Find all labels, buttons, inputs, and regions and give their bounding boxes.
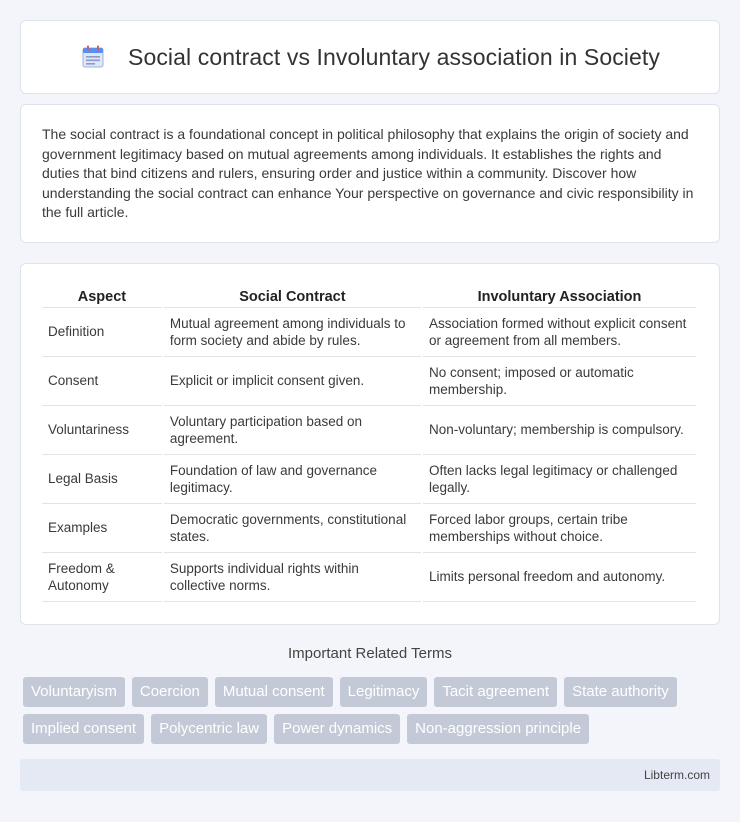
related-terms-list: [23, 677, 723, 744]
table-cell: Legal Basis: [42, 455, 162, 504]
header-aspect: Aspect: [42, 286, 162, 308]
related-term-tag[interactable]: Voluntaryism: [23, 677, 125, 707]
related-term-tag[interactable]: Mutual consent: [215, 677, 333, 707]
table-cell: Association formed without explicit consent or agreement from all members.: [423, 308, 696, 357]
table-cell: Explicit or implicit consent given.: [164, 357, 421, 406]
footer: [20, 759, 720, 791]
header-social-contract: Social Contract: [164, 286, 421, 308]
table-cell: Foundation of law and governance legitimacy.: [164, 455, 421, 504]
table-row: [42, 357, 696, 406]
intro-text: The social contract is a foundational concept in political philosophy that explains the origin of society and government legitimacy based on mutual agreements among individuals. It establishes the rights and duties that bind citizens and rulers, ensuring order and justice within a community. Discover how understanding the social contract can enhance Your perspective on governance and civic responsibility in the full article.: [42, 126, 694, 221]
related-term-tag[interactable]: Legitimacy: [340, 677, 428, 707]
table-cell: Supports individual rights within collective norms.: [164, 553, 421, 602]
intro-card: [20, 104, 720, 243]
table-row: [42, 308, 696, 357]
table-cell: Often lacks legal legitimacy or challenged legally.: [423, 455, 696, 504]
table-cell: Forced labor groups, certain tribe memberships without choice.: [423, 504, 696, 553]
related-term-tag[interactable]: Polycentric law: [151, 714, 267, 744]
table-row: [42, 455, 696, 504]
related-terms-title: Important Related Terms: [288, 645, 452, 662]
table-cell: Mutual agreement among individuals to form society and abide by rules.: [164, 308, 421, 357]
table-cell: Examples: [42, 504, 162, 553]
calendar-document-icon: [80, 44, 106, 70]
table-cell: Non-voluntary; membership is compulsory.: [423, 406, 696, 455]
related-term-tag[interactable]: Coercion: [132, 677, 208, 707]
related-term-tag[interactable]: State authority: [564, 677, 677, 707]
related-term-tag[interactable]: Non-aggression principle: [407, 714, 589, 744]
table-cell: Definition: [42, 308, 162, 357]
table-cell: Voluntariness: [42, 406, 162, 455]
table-cell: Limits personal freedom and autonomy.: [423, 553, 696, 602]
table-cell: Voluntary participation based on agreement.: [164, 406, 421, 455]
table-row: [42, 406, 696, 455]
table-cell: Freedom & Autonomy: [42, 553, 162, 602]
related-term-tag[interactable]: Power dynamics: [274, 714, 400, 744]
table-row: [42, 553, 696, 602]
table-header-row: [42, 286, 696, 308]
header-involuntary-association: Involuntary Association: [423, 286, 696, 308]
comparison-table-card: [20, 263, 720, 625]
table-row: [42, 504, 696, 553]
table-cell: No consent; imposed or automatic membership.: [423, 357, 696, 406]
table-cell: Consent: [42, 357, 162, 406]
related-term-tag[interactable]: Tacit agreement: [434, 677, 557, 707]
related-term-tag[interactable]: Implied consent: [23, 714, 144, 744]
page-title: Social contract vs Involuntary association in Society: [128, 43, 660, 70]
table-cell: Democratic governments, constitutional states.: [164, 504, 421, 553]
footer-brand-link[interactable]: Libterm.com: [643, 768, 710, 782]
header-card: [20, 20, 720, 94]
comparison-table: [40, 286, 698, 602]
